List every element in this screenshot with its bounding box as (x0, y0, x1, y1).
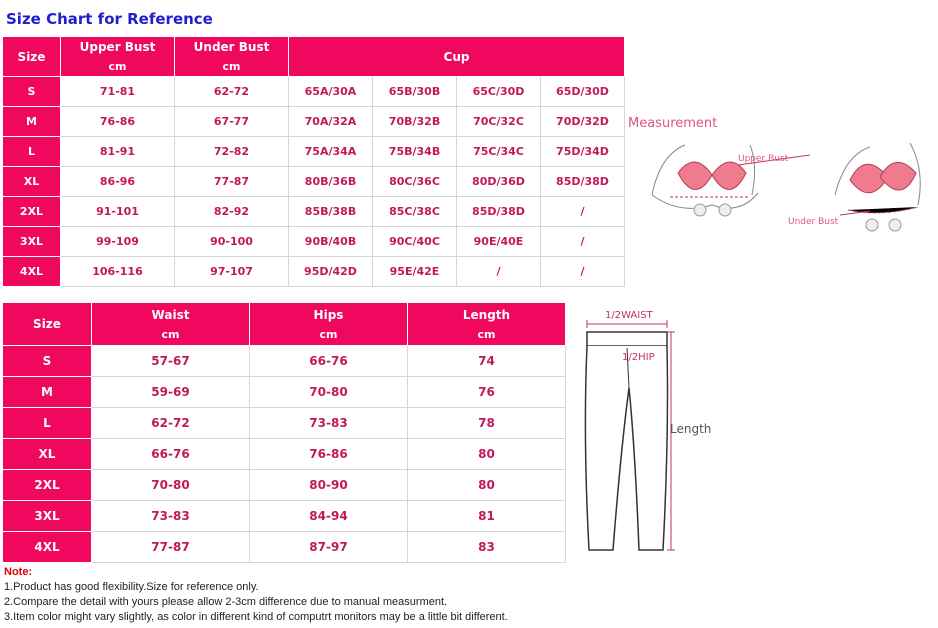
cup-cell: 75C/34C (457, 137, 541, 167)
size-cell: L (3, 408, 92, 439)
cup-cell: / (541, 197, 625, 227)
size-cell: 2XL (3, 470, 92, 501)
size-cell: 4XL (3, 257, 61, 287)
size-header: Size (3, 37, 61, 77)
half-hip-label: 1/2HIP (622, 352, 655, 363)
cup-cell: 80D/36D (457, 167, 541, 197)
waist-cell: 66-76 (92, 439, 250, 470)
length-label: Length (670, 422, 712, 436)
page-title: Size Chart for Reference (6, 10, 213, 28)
table-row (3, 197, 625, 227)
measurement-title: Measurement (628, 116, 718, 131)
pants-size-table (2, 302, 566, 563)
cup-cell: 75A/34A (289, 137, 373, 167)
length-cell: 80 (408, 470, 566, 501)
hips-header: Hips cm (250, 303, 408, 346)
waist-cell: 77-87 (92, 532, 250, 563)
waist-cell: 57-67 (92, 346, 250, 377)
size-cell: 3XL (3, 227, 61, 257)
cup-header: Cup (289, 37, 625, 77)
bra-size-table (2, 36, 625, 287)
note-item: 1.Product has good flexibility.Size for reference only. (4, 581, 259, 593)
length-cell: 81 (408, 501, 566, 532)
cup-cell: 85C/38C (373, 197, 457, 227)
table-row (3, 346, 566, 377)
under-bust-cell: 67-77 (175, 107, 289, 137)
length-cell: 76 (408, 377, 566, 408)
size-cell: 2XL (3, 197, 61, 227)
length-cell: 78 (408, 408, 566, 439)
cup-cell: / (457, 257, 541, 287)
half-waist-label: 1/2WAIST (605, 310, 653, 321)
upper-bust-label: Upper Bust (738, 154, 789, 164)
cup-cell: 80C/36C (373, 167, 457, 197)
note-item: 2.Compare the detail with yours please allow 2-3cm difference due to manual measurment. (4, 596, 448, 608)
cup-cell: 90E/40E (457, 227, 541, 257)
table-row (3, 77, 625, 107)
cup-cell: 75D/34D (541, 137, 625, 167)
cup-cell: 65A/30A (289, 77, 373, 107)
hips-cell: 66-76 (250, 346, 408, 377)
cup-cell: 85D/38D (457, 197, 541, 227)
table-row (3, 227, 625, 257)
size-cell: 3XL (3, 501, 92, 532)
waist-cell: 59-69 (92, 377, 250, 408)
cup-cell: / (541, 257, 625, 287)
waist-cell: 73-83 (92, 501, 250, 532)
table-row (3, 167, 625, 197)
hips-cell: 87-97 (250, 532, 408, 563)
under-bust-label: Under Bust (788, 217, 839, 227)
under-bust-header: Under Bust cm (175, 37, 289, 77)
upper-bust-cell: 81-91 (61, 137, 175, 167)
table-row (3, 107, 625, 137)
note-item: 3.Item color might vary slightly, as color in different kind of computrt monitors may be a little bit different. (4, 611, 508, 623)
table-row (3, 439, 566, 470)
table-row (3, 470, 566, 501)
pants-header-row (3, 303, 566, 346)
size-header: Size (3, 303, 92, 346)
cup-cell: 95E/42E (373, 257, 457, 287)
notes-section (4, 565, 508, 625)
under-bust-cell: 62-72 (175, 77, 289, 107)
upper-bust-cell: 106-116 (61, 257, 175, 287)
under-bust-cell: 82-92 (175, 197, 289, 227)
cup-cell: 70D/32D (541, 107, 625, 137)
table-row (3, 501, 566, 532)
cup-cell: 80B/36B (289, 167, 373, 197)
upper-bust-cell: 99-109 (61, 227, 175, 257)
length-header: Length cm (408, 303, 566, 346)
hips-cell: 73-83 (250, 408, 408, 439)
size-cell: 4XL (3, 532, 92, 563)
size-cell: M (3, 377, 92, 408)
size-cell: XL (3, 439, 92, 470)
waist-header: Waist cm (92, 303, 250, 346)
cup-cell: 70C/32C (457, 107, 541, 137)
cup-cell: 85B/38B (289, 197, 373, 227)
table-row (3, 137, 625, 167)
upper-bust-cell: 71-81 (61, 77, 175, 107)
size-cell: S (3, 346, 92, 377)
hips-cell: 76-86 (250, 439, 408, 470)
upper-bust-cell: 76-86 (61, 107, 175, 137)
under-bust-cell: 97-107 (175, 257, 289, 287)
cup-cell: 90B/40B (289, 227, 373, 257)
table-row (3, 408, 566, 439)
notes-title: Note: (4, 566, 33, 578)
cup-cell: 75B/34B (373, 137, 457, 167)
hips-cell: 84-94 (250, 501, 408, 532)
bra-header-row (3, 37, 625, 77)
table-row (3, 377, 566, 408)
upper-bust-cell: 91-101 (61, 197, 175, 227)
length-cell: 83 (408, 532, 566, 563)
size-cell: L (3, 137, 61, 167)
upper-bust-header: Upper Bust cm (61, 37, 175, 77)
cup-cell: 85D/38D (541, 167, 625, 197)
cup-cell: 65C/30D (457, 77, 541, 107)
cup-cell: / (541, 227, 625, 257)
cup-cell: 70A/32A (289, 107, 373, 137)
size-cell: M (3, 107, 61, 137)
waist-cell: 70-80 (92, 470, 250, 501)
cup-cell: 65D/30D (541, 77, 625, 107)
cup-cell: 95D/42D (289, 257, 373, 287)
table-row (3, 257, 625, 287)
size-cell: S (3, 77, 61, 107)
under-bust-cell: 90-100 (175, 227, 289, 257)
upper-bust-cell: 86-96 (61, 167, 175, 197)
waist-cell: 62-72 (92, 408, 250, 439)
table-row (3, 532, 566, 563)
length-cell: 80 (408, 439, 566, 470)
cup-cell: 65B/30B (373, 77, 457, 107)
hips-cell: 80-90 (250, 470, 408, 501)
size-cell: XL (3, 167, 61, 197)
under-bust-cell: 72-82 (175, 137, 289, 167)
cup-cell: 90C/40C (373, 227, 457, 257)
hips-cell: 70-80 (250, 377, 408, 408)
under-bust-cell: 77-87 (175, 167, 289, 197)
cup-cell: 70B/32B (373, 107, 457, 137)
length-cell: 74 (408, 346, 566, 377)
